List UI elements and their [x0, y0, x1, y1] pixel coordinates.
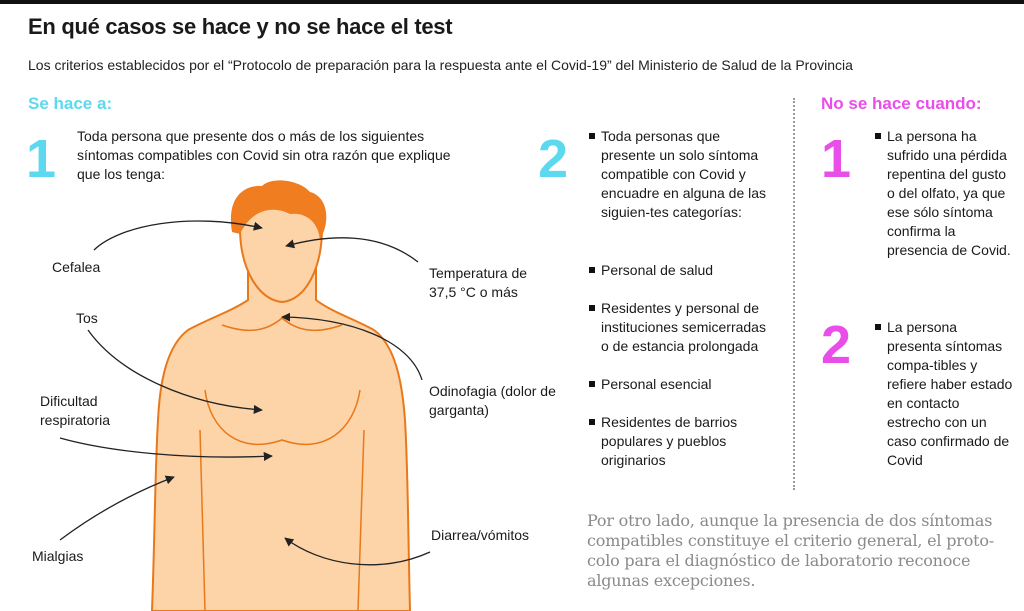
torso-silhouette	[152, 262, 410, 611]
category-item: Residentes y personal de instituciones semicerradas o de estancia prolongada	[589, 299, 769, 356]
symptom-mialgias: Mialgias	[32, 548, 84, 564]
se-hace-case2-intro	[589, 127, 769, 222]
no-se-hace-case2	[875, 318, 1015, 470]
symptom-cefalea: Cefalea	[52, 259, 101, 275]
page-subtitle: Los criterios establecidos por el “Protocolo de preparación para la respuesta ante el Covid-19” del Ministerio de Salud de la Provincia	[28, 57, 853, 73]
no-se-hace-case1	[875, 127, 1015, 260]
no-se-hace-case2-number: 2	[821, 315, 852, 375]
se-hace-case1-text: Toda persona que presente dos o más de los siguientes síntomas compatibles con Covid sin otra razón que explique que los tenga:	[77, 128, 451, 182]
category-item: Personal de salud	[589, 261, 769, 280]
symptom-odinofagia: Odinofagia (dolor de garganta)	[429, 383, 556, 418]
symptom-tos: Tos	[76, 310, 98, 326]
section-divider	[793, 98, 795, 490]
symptom-temperatura: Temperatura de 37,5 °C o más	[429, 265, 528, 300]
symptom-diarrea: Diarrea/vómitos	[431, 527, 530, 543]
no-se-hace-case1-number: 1	[821, 129, 852, 189]
footnote-text: Por otro lado, aunque la presencia de dos síntomas compatibles constituye el criterio general, el proto-colo para el diagnóstico de laboratorio reconoce algunas excepciones.	[587, 511, 995, 590]
category-item: Personal esencial	[589, 375, 769, 394]
no-se-hace-case2-text: La persona presenta síntomas compa-tibles y refiere haber estado en contacto estrecho con un caso confirmado de Covid	[875, 318, 1015, 470]
no-se-hace-case1-text: La persona ha sufrido una pérdida repentina del gusto o del olfato, ya que ese sólo síntoma confirma la presencia de Covid.	[875, 127, 1015, 260]
no-se-hace-heading: No se hace cuando:	[821, 94, 982, 113]
se-hace-categories-list	[589, 261, 769, 489]
page-title: En qué casos se hace y no se hace el test	[28, 14, 453, 39]
se-hace-case1-number: 1	[26, 129, 57, 189]
se-hace-heading: Se hace a:	[28, 94, 113, 113]
symptom-dificultad-respiratoria: Dificultad respiratoria	[40, 393, 111, 428]
case2-intro-item: Toda personas que presente un solo síntoma compatible con Covid y encuadre en alguna de las siguien-tes categorías:	[589, 127, 769, 222]
se-hace-case2-number: 2	[538, 129, 569, 189]
category-item: Residentes de barrios populares y pueblos originarios	[589, 413, 769, 470]
